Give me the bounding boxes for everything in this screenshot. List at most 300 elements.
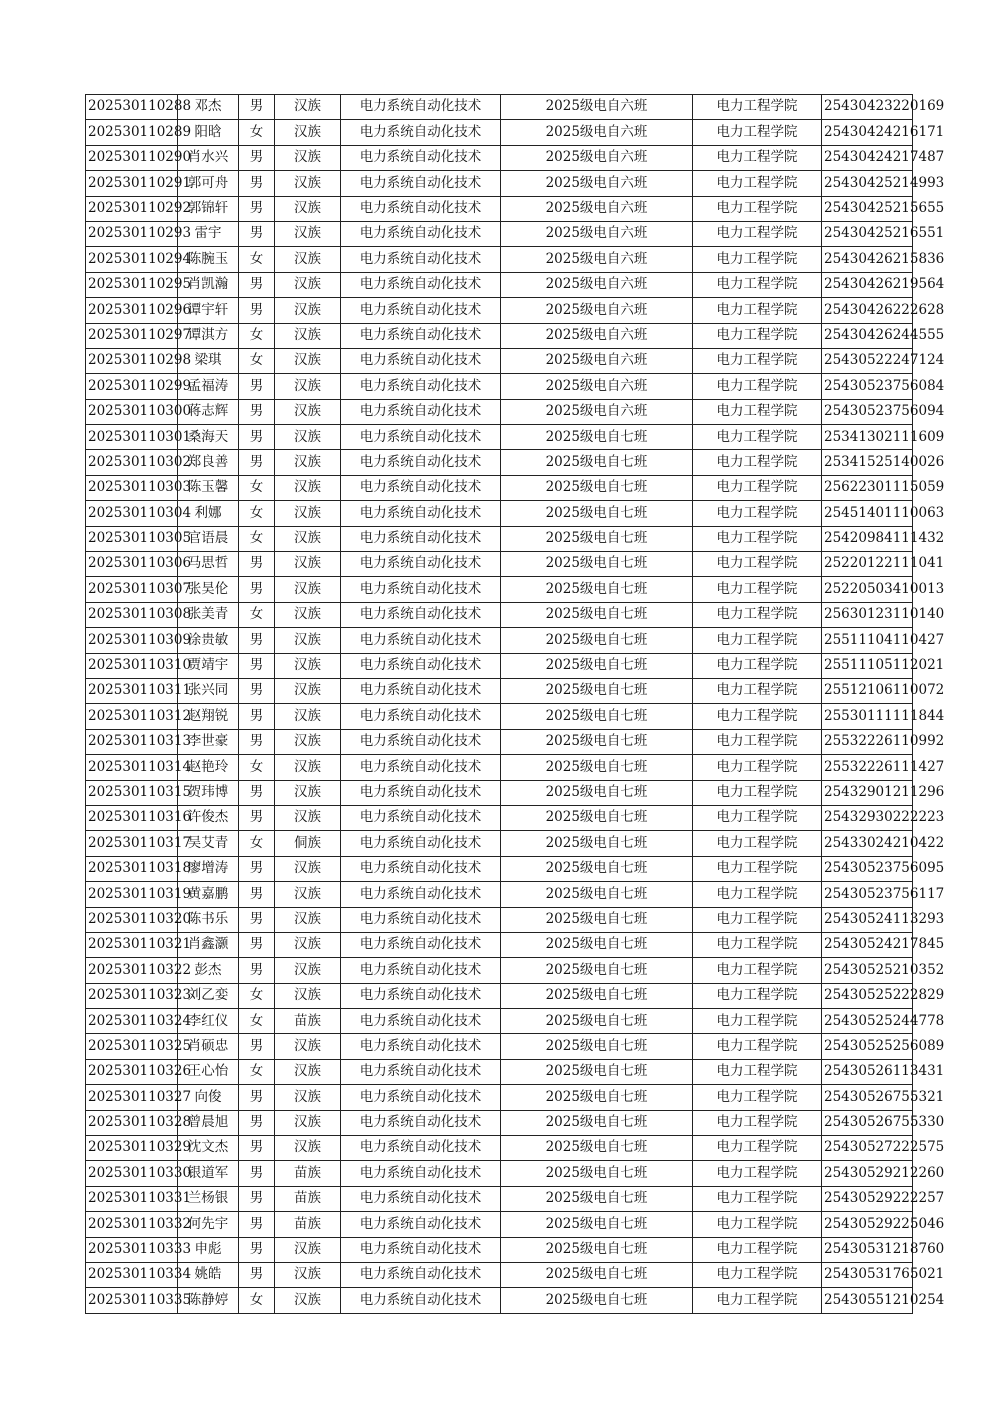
major-cell: 电力系统自动化技术 <box>341 831 501 856</box>
major-cell: 电力系统自动化技术 <box>341 958 501 983</box>
major-cell: 电力系统自动化技术 <box>341 450 501 475</box>
class-cell: 2025级电自七班 <box>501 1034 693 1059</box>
class-cell: 2025级电自七班 <box>501 628 693 653</box>
name-cell: 姚皓 <box>178 1262 239 1287</box>
gender-cell: 女 <box>239 983 275 1008</box>
ethnicity-cell: 汉族 <box>275 729 341 754</box>
student-id-cell: 202530110332 <box>86 1212 178 1237</box>
class-cell: 2025级电自七班 <box>501 1237 693 1262</box>
major-cell: 电力系统自动化技术 <box>341 678 501 703</box>
major-cell: 电力系统自动化技术 <box>341 1034 501 1059</box>
ethnicity-cell: 汉族 <box>275 95 341 120</box>
ethnicity-cell: 汉族 <box>275 1262 341 1287</box>
gender-cell: 男 <box>239 450 275 475</box>
college-cell: 电力工程学院 <box>693 1136 822 1161</box>
student-id-cell: 202530110328 <box>86 1110 178 1135</box>
student-id-cell: 202530110314 <box>86 755 178 780</box>
gender-cell: 男 <box>239 907 275 932</box>
major-cell: 电力系统自动化技术 <box>341 1288 501 1313</box>
name-cell: 陈书乐 <box>178 907 239 932</box>
ethnicity-cell: 汉族 <box>275 425 341 450</box>
name-cell: 张美青 <box>178 602 239 627</box>
table-row <box>86 1085 913 1110</box>
class-cell: 2025级电自七班 <box>501 602 693 627</box>
gender-cell: 男 <box>239 145 275 170</box>
gender-cell: 男 <box>239 425 275 450</box>
college-cell: 电力工程学院 <box>693 247 822 272</box>
name-cell: 兰杨银 <box>178 1186 239 1211</box>
exam-number-cell: 25430524113293 <box>822 907 913 932</box>
major-cell: 电力系统自动化技术 <box>341 221 501 246</box>
exam-number-cell: 25430525222829 <box>822 983 913 1008</box>
gender-cell: 男 <box>239 1161 275 1186</box>
class-cell: 2025级电自七班 <box>501 678 693 703</box>
college-cell: 电力工程学院 <box>693 1009 822 1034</box>
table-row <box>86 1262 913 1287</box>
name-cell: 阳晗 <box>178 120 239 145</box>
gender-cell: 男 <box>239 805 275 830</box>
ethnicity-cell: 汉族 <box>275 958 341 983</box>
class-cell: 2025级电自六班 <box>501 323 693 348</box>
gender-cell: 男 <box>239 1110 275 1135</box>
gender-cell: 女 <box>239 1009 275 1034</box>
ethnicity-cell: 汉族 <box>275 1237 341 1262</box>
college-cell: 电力工程学院 <box>693 1085 822 1110</box>
class-cell: 2025级电自七班 <box>501 831 693 856</box>
exam-number-cell: 25530111111844 <box>822 704 913 729</box>
college-cell: 电力工程学院 <box>693 628 822 653</box>
gender-cell: 男 <box>239 1085 275 1110</box>
major-cell: 电力系统自动化技术 <box>341 628 501 653</box>
major-cell: 电力系统自动化技术 <box>341 526 501 551</box>
student-id-cell: 202530110327 <box>86 1085 178 1110</box>
major-cell: 电力系统自动化技术 <box>341 780 501 805</box>
exam-number-cell: 25341525140026 <box>822 450 913 475</box>
student-id-cell: 202530110317 <box>86 831 178 856</box>
class-cell: 2025级电自七班 <box>501 1110 693 1135</box>
table-row <box>86 247 913 272</box>
ethnicity-cell: 汉族 <box>275 323 341 348</box>
student-id-cell: 202530110294 <box>86 247 178 272</box>
gender-cell: 女 <box>239 602 275 627</box>
exam-number-cell: 25430425214993 <box>822 171 913 196</box>
exam-number-cell: 25430531218760 <box>822 1237 913 1262</box>
gender-cell: 男 <box>239 1186 275 1211</box>
ethnicity-cell: 苗族 <box>275 1161 341 1186</box>
major-cell: 电力系统自动化技术 <box>341 1237 501 1262</box>
ethnicity-cell: 汉族 <box>275 475 341 500</box>
name-cell: 梁琪 <box>178 348 239 373</box>
class-cell: 2025级电自六班 <box>501 298 693 323</box>
student-id-cell: 202530110290 <box>86 145 178 170</box>
student-id-cell: 202530110300 <box>86 399 178 424</box>
class-cell: 2025级电自六班 <box>501 247 693 272</box>
major-cell: 电力系统自动化技术 <box>341 729 501 754</box>
table-row <box>86 272 913 297</box>
major-cell: 电力系统自动化技术 <box>341 1085 501 1110</box>
class-cell: 2025级电自七班 <box>501 856 693 881</box>
gender-cell: 男 <box>239 1262 275 1287</box>
class-cell: 2025级电自六班 <box>501 120 693 145</box>
name-cell: 贺玮博 <box>178 780 239 805</box>
class-cell: 2025级电自七班 <box>501 729 693 754</box>
class-cell: 2025级电自七班 <box>501 1161 693 1186</box>
table-row <box>86 323 913 348</box>
college-cell: 电力工程学院 <box>693 958 822 983</box>
table-row <box>86 1034 913 1059</box>
table-row <box>86 425 913 450</box>
ethnicity-cell: 汉族 <box>275 450 341 475</box>
exam-number-cell: 25220122111041 <box>822 552 913 577</box>
major-cell: 电力系统自动化技术 <box>341 1262 501 1287</box>
college-cell: 电力工程学院 <box>693 1262 822 1287</box>
table-row <box>86 348 913 373</box>
name-cell: 彭杰 <box>178 958 239 983</box>
ethnicity-cell: 汉族 <box>275 501 341 526</box>
class-cell: 2025级电自七班 <box>501 1212 693 1237</box>
table-row <box>86 729 913 754</box>
class-cell: 2025级电自七班 <box>501 704 693 729</box>
table-row <box>86 653 913 678</box>
major-cell: 电力系统自动化技术 <box>341 196 501 221</box>
college-cell: 电力工程学院 <box>693 399 822 424</box>
exam-number-cell: 25430526755330 <box>822 1110 913 1135</box>
ethnicity-cell: 汉族 <box>275 171 341 196</box>
gender-cell: 女 <box>239 831 275 856</box>
exam-number-cell: 25430524217845 <box>822 932 913 957</box>
college-cell: 电力工程学院 <box>693 323 822 348</box>
name-cell: 吴艾青 <box>178 831 239 856</box>
name-cell: 肖硕忠 <box>178 1034 239 1059</box>
student-id-cell: 202530110313 <box>86 729 178 754</box>
class-cell: 2025级电自七班 <box>501 653 693 678</box>
major-cell: 电力系统自动化技术 <box>341 272 501 297</box>
college-cell: 电力工程学院 <box>693 678 822 703</box>
student-id-cell: 202530110297 <box>86 323 178 348</box>
table-row <box>86 1186 913 1211</box>
ethnicity-cell: 汉族 <box>275 1085 341 1110</box>
class-cell: 2025级电自七班 <box>501 552 693 577</box>
major-cell: 电力系统自动化技术 <box>341 171 501 196</box>
exam-number-cell: 25432901211296 <box>822 780 913 805</box>
college-cell: 电力工程学院 <box>693 602 822 627</box>
college-cell: 电力工程学院 <box>693 374 822 399</box>
exam-number-cell: 25532226111427 <box>822 755 913 780</box>
class-cell: 2025级电自七班 <box>501 958 693 983</box>
student-id-cell: 202530110331 <box>86 1186 178 1211</box>
student-id-cell: 202530110306 <box>86 552 178 577</box>
student-id-cell: 202530110316 <box>86 805 178 830</box>
name-cell: 郑良善 <box>178 450 239 475</box>
college-cell: 电力工程学院 <box>693 653 822 678</box>
college-cell: 电力工程学院 <box>693 983 822 1008</box>
student-id-cell: 202530110333 <box>86 1237 178 1262</box>
ethnicity-cell: 苗族 <box>275 1212 341 1237</box>
student-id-cell: 202530110299 <box>86 374 178 399</box>
major-cell: 电力系统自动化技术 <box>341 653 501 678</box>
exam-number-cell: 25430424217487 <box>822 145 913 170</box>
college-cell: 电力工程学院 <box>693 1059 822 1084</box>
major-cell: 电力系统自动化技术 <box>341 552 501 577</box>
gender-cell: 女 <box>239 120 275 145</box>
gender-cell: 男 <box>239 1034 275 1059</box>
student-id-cell: 202530110334 <box>86 1262 178 1287</box>
table-row <box>86 678 913 703</box>
exam-number-cell: 25430526113431 <box>822 1059 913 1084</box>
name-cell: 陈静婷 <box>178 1288 239 1313</box>
gender-cell: 女 <box>239 247 275 272</box>
major-cell: 电力系统自动化技术 <box>341 704 501 729</box>
table-row <box>86 450 913 475</box>
student-id-cell: 202530110305 <box>86 526 178 551</box>
exam-number-cell: 25430531765021 <box>822 1262 913 1287</box>
college-cell: 电力工程学院 <box>693 501 822 526</box>
ethnicity-cell: 汉族 <box>275 805 341 830</box>
major-cell: 电力系统自动化技术 <box>341 374 501 399</box>
gender-cell: 男 <box>239 95 275 120</box>
table-row <box>86 1212 913 1237</box>
college-cell: 电力工程学院 <box>693 450 822 475</box>
ethnicity-cell: 汉族 <box>275 526 341 551</box>
name-cell: 黄嘉鹏 <box>178 882 239 907</box>
major-cell: 电力系统自动化技术 <box>341 1186 501 1211</box>
ethnicity-cell: 汉族 <box>275 298 341 323</box>
gender-cell: 女 <box>239 526 275 551</box>
name-cell: 许俊杰 <box>178 805 239 830</box>
college-cell: 电力工程学院 <box>693 729 822 754</box>
college-cell: 电力工程学院 <box>693 425 822 450</box>
college-cell: 电力工程学院 <box>693 348 822 373</box>
ethnicity-cell: 汉族 <box>275 653 341 678</box>
major-cell: 电力系统自动化技术 <box>341 501 501 526</box>
name-cell: 张昊伦 <box>178 577 239 602</box>
name-cell: 申彪 <box>178 1237 239 1262</box>
roster-body <box>86 95 945 1314</box>
ethnicity-cell: 汉族 <box>275 552 341 577</box>
student-id-cell: 202530110311 <box>86 678 178 703</box>
name-cell: 郭锦轩 <box>178 196 239 221</box>
class-cell: 2025级电自七班 <box>501 755 693 780</box>
table-row <box>86 1110 913 1135</box>
gender-cell: 男 <box>239 653 275 678</box>
table-row <box>86 298 913 323</box>
name-cell: 陈玉馨 <box>178 475 239 500</box>
college-cell: 电力工程学院 <box>693 221 822 246</box>
ethnicity-cell: 汉族 <box>275 1059 341 1084</box>
table-row <box>86 704 913 729</box>
college-cell: 电力工程学院 <box>693 831 822 856</box>
exam-number-cell: 25430425215655 <box>822 196 913 221</box>
college-cell: 电力工程学院 <box>693 1034 822 1059</box>
table-row <box>86 805 913 830</box>
student-id-cell: 202530110318 <box>86 856 178 881</box>
major-cell: 电力系统自动化技术 <box>341 602 501 627</box>
student-id-cell: 202530110323 <box>86 983 178 1008</box>
major-cell: 电力系统自动化技术 <box>341 145 501 170</box>
college-cell: 电力工程学院 <box>693 120 822 145</box>
ethnicity-cell: 汉族 <box>275 1110 341 1135</box>
exam-number-cell: 25430529225046 <box>822 1212 913 1237</box>
gender-cell: 男 <box>239 272 275 297</box>
ethnicity-cell: 汉族 <box>275 145 341 170</box>
college-cell: 电力工程学院 <box>693 907 822 932</box>
table-row <box>86 856 913 881</box>
college-cell: 电力工程学院 <box>693 1237 822 1262</box>
gender-cell: 男 <box>239 958 275 983</box>
exam-number-cell: 25430425216551 <box>822 221 913 246</box>
college-cell: 电力工程学院 <box>693 171 822 196</box>
college-cell: 电力工程学院 <box>693 1212 822 1237</box>
gender-cell: 男 <box>239 780 275 805</box>
major-cell: 电力系统自动化技术 <box>341 805 501 830</box>
gender-cell: 女 <box>239 501 275 526</box>
name-cell: 王心怡 <box>178 1059 239 1084</box>
gender-cell: 男 <box>239 704 275 729</box>
gender-cell: 男 <box>239 729 275 754</box>
table-row <box>86 196 913 221</box>
name-cell: 廖增涛 <box>178 856 239 881</box>
class-cell: 2025级电自七班 <box>501 983 693 1008</box>
table-row <box>86 628 913 653</box>
name-cell: 张兴同 <box>178 678 239 703</box>
ethnicity-cell: 汉族 <box>275 755 341 780</box>
student-id-cell: 202530110292 <box>86 196 178 221</box>
exam-number-cell: 25430525244778 <box>822 1009 913 1034</box>
ethnicity-cell: 苗族 <box>275 1186 341 1211</box>
name-cell: 陈腕玉 <box>178 247 239 272</box>
gender-cell: 女 <box>239 348 275 373</box>
major-cell: 电力系统自动化技术 <box>341 95 501 120</box>
ethnicity-cell: 汉族 <box>275 882 341 907</box>
class-cell: 2025级电自六班 <box>501 272 693 297</box>
class-cell: 2025级电自七班 <box>501 932 693 957</box>
gender-cell: 男 <box>239 399 275 424</box>
exam-number-cell: 25511105112021 <box>822 653 913 678</box>
exam-number-cell: 25430522247124 <box>822 348 913 373</box>
class-cell: 2025级电自七班 <box>501 450 693 475</box>
ethnicity-cell: 汉族 <box>275 628 341 653</box>
name-cell: 曾晨旭 <box>178 1110 239 1135</box>
gender-cell: 女 <box>239 475 275 500</box>
student-id-cell: 202530110335 <box>86 1288 178 1313</box>
name-cell: 马思哲 <box>178 552 239 577</box>
table-row <box>86 932 913 957</box>
class-cell: 2025级电自七班 <box>501 1136 693 1161</box>
student-id-cell: 202530110319 <box>86 882 178 907</box>
student-id-cell: 202530110315 <box>86 780 178 805</box>
gender-cell: 男 <box>239 221 275 246</box>
major-cell: 电力系统自动化技术 <box>341 1059 501 1084</box>
major-cell: 电力系统自动化技术 <box>341 1110 501 1135</box>
college-cell: 电力工程学院 <box>693 475 822 500</box>
exam-number-cell: 25220503410013 <box>822 577 913 602</box>
class-cell: 2025级电自七班 <box>501 1085 693 1110</box>
table-row <box>86 120 913 145</box>
name-cell: 银道军 <box>178 1161 239 1186</box>
exam-number-cell: 25451401110063 <box>822 501 913 526</box>
exam-number-cell: 25430529222257 <box>822 1186 913 1211</box>
student-roster-table <box>85 94 945 1314</box>
gender-cell: 男 <box>239 882 275 907</box>
name-cell: 肖鑫灏 <box>178 932 239 957</box>
college-cell: 电力工程学院 <box>693 1161 822 1186</box>
gender-cell: 男 <box>239 552 275 577</box>
exam-number-cell: 25430423220169 <box>822 95 913 120</box>
major-cell: 电力系统自动化技术 <box>341 247 501 272</box>
class-cell: 2025级电自七班 <box>501 1262 693 1287</box>
table-row <box>86 1161 913 1186</box>
exam-number-cell: 25430426215836 <box>822 247 913 272</box>
exam-number-cell: 25432930222223 <box>822 805 913 830</box>
name-cell: 肖凯瀚 <box>178 272 239 297</box>
ethnicity-cell: 汉族 <box>275 1136 341 1161</box>
class-cell: 2025级电自七班 <box>501 907 693 932</box>
student-id-cell: 202530110295 <box>86 272 178 297</box>
class-cell: 2025级电自七班 <box>501 475 693 500</box>
exam-number-cell: 25622301115059 <box>822 475 913 500</box>
name-cell: 蒋志辉 <box>178 399 239 424</box>
major-cell: 电力系统自动化技术 <box>341 755 501 780</box>
major-cell: 电力系统自动化技术 <box>341 1009 501 1034</box>
name-cell: 向俊 <box>178 1085 239 1110</box>
major-cell: 电力系统自动化技术 <box>341 577 501 602</box>
class-cell: 2025级电自六班 <box>501 95 693 120</box>
student-id-cell: 202530110304 <box>86 501 178 526</box>
ethnicity-cell: 汉族 <box>275 1034 341 1059</box>
student-id-cell: 202530110303 <box>86 475 178 500</box>
student-id-cell: 202530110308 <box>86 602 178 627</box>
table-row <box>86 145 913 170</box>
gender-cell: 男 <box>239 374 275 399</box>
student-id-cell: 202530110325 <box>86 1034 178 1059</box>
table-row <box>86 526 913 551</box>
gender-cell: 女 <box>239 323 275 348</box>
ethnicity-cell: 苗族 <box>275 1009 341 1034</box>
class-cell: 2025级电自六班 <box>501 399 693 424</box>
name-cell: 赵翔锐 <box>178 704 239 729</box>
table-row <box>86 1136 913 1161</box>
name-cell: 涂贵敏 <box>178 628 239 653</box>
ethnicity-cell: 汉族 <box>275 120 341 145</box>
exam-number-cell: 25430523756117 <box>822 882 913 907</box>
major-cell: 电力系统自动化技术 <box>341 348 501 373</box>
college-cell: 电力工程学院 <box>693 95 822 120</box>
table-row <box>86 958 913 983</box>
name-cell: 邓杰 <box>178 95 239 120</box>
name-cell: 谭淇方 <box>178 323 239 348</box>
ethnicity-cell: 汉族 <box>275 196 341 221</box>
class-cell: 2025级电自七班 <box>501 1059 693 1084</box>
gender-cell: 男 <box>239 1212 275 1237</box>
name-cell: 李世豪 <box>178 729 239 754</box>
major-cell: 电力系统自动化技术 <box>341 983 501 1008</box>
name-cell: 何先宇 <box>178 1212 239 1237</box>
table-row <box>86 983 913 1008</box>
college-cell: 电力工程学院 <box>693 932 822 957</box>
table-row <box>86 374 913 399</box>
class-cell: 2025级电自六班 <box>501 145 693 170</box>
class-cell: 2025级电自六班 <box>501 196 693 221</box>
student-id-cell: 202530110302 <box>86 450 178 475</box>
student-id-cell: 202530110320 <box>86 907 178 932</box>
student-id-cell: 202530110291 <box>86 171 178 196</box>
gender-cell: 男 <box>239 196 275 221</box>
table-row <box>86 221 913 246</box>
name-cell: 谭宇轩 <box>178 298 239 323</box>
gender-cell: 男 <box>239 1237 275 1262</box>
class-cell: 2025级电自六班 <box>501 348 693 373</box>
student-id-cell: 202530110321 <box>86 932 178 957</box>
